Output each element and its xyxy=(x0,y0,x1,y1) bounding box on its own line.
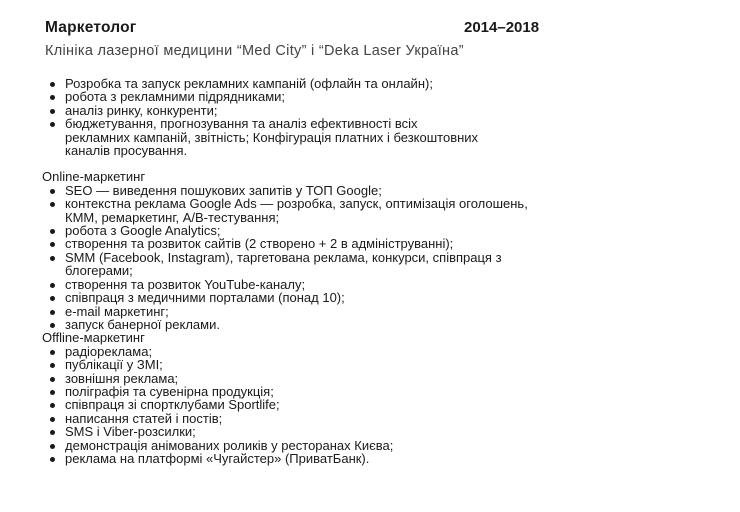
bullet-icon xyxy=(50,363,55,368)
bullet-icon xyxy=(50,444,55,449)
bullet-icon xyxy=(50,457,55,462)
list-item xyxy=(42,318,542,331)
list-item-text: створення та розвиток YouTube-каналу; xyxy=(65,276,306,292)
list-item xyxy=(42,251,535,278)
list-item xyxy=(42,425,542,438)
list-item xyxy=(42,104,542,117)
list-item-text: бюджетування, прогнозування та аналіз ефективності всіх рекламних кампаній, звітність; Конфігурація платних і безкоштовних каналів просування. xyxy=(65,116,479,159)
offline-heading: Offline-маркетинг xyxy=(42,330,145,346)
list-item-text: робота з Google Analytics; xyxy=(65,223,221,239)
list-item xyxy=(42,197,545,224)
list-item-text: співпраця з медичними порталами (понад 10); xyxy=(65,290,345,306)
bullet-icon xyxy=(50,229,55,234)
bullet-icon xyxy=(50,390,55,395)
list-item xyxy=(42,117,485,157)
list-item xyxy=(42,305,542,318)
company-name: Клініка лазерної медицини “Med City” і “Deka Laser Україна” xyxy=(45,43,464,59)
bullet-icon xyxy=(50,242,55,247)
list-item xyxy=(42,439,542,452)
list-item-text: e-mail маркетинг; xyxy=(65,303,169,319)
list-item-text: створення та розвиток сайтів (2 створено + 2 в адмініструванні); xyxy=(65,236,454,252)
list-item xyxy=(42,345,542,358)
list-item-text: радіореклама; xyxy=(65,343,153,359)
job-header xyxy=(45,19,545,43)
list-item-text: реклама на платформі «Чугайстер» (ПриватБанк). xyxy=(65,450,370,466)
list-item xyxy=(42,372,542,385)
online-heading: Online-маркетинг xyxy=(42,169,146,185)
job-description xyxy=(42,77,542,465)
list-item xyxy=(42,237,542,250)
bullet-icon xyxy=(50,122,55,127)
bullet-icon xyxy=(50,296,55,301)
bullet-icon xyxy=(50,82,55,87)
list-item-text: зовнішня реклама; xyxy=(65,370,179,386)
list-item-text: публікації у ЗМІ; xyxy=(65,357,163,373)
bullet-icon xyxy=(50,403,55,408)
list-item xyxy=(42,184,542,197)
list-item-text: робота з рекламними підрядниками; xyxy=(65,89,286,105)
bullet-icon xyxy=(50,109,55,114)
list-item-text: контекстна реклама Google Ads — розробка, запуск, оптимізація оголошень, КММ, ремаркетинг, A/B-тестування; xyxy=(65,196,528,225)
list-item-text: SMS і Viber-розсилки; xyxy=(65,424,196,440)
job-title: Маркетолог xyxy=(45,19,137,36)
list-item xyxy=(42,90,542,103)
bullet-icon xyxy=(50,256,55,261)
list-item-text: SMM (Facebook, Instagram), таргетована реклама, конкурси, співпраця з блогерами; xyxy=(65,249,502,279)
bullet-icon xyxy=(50,377,55,382)
bullet-icon xyxy=(50,417,55,422)
list-item-text: запуск банерної реклами. xyxy=(65,316,220,332)
bullet-icon xyxy=(50,283,55,288)
bullet-icon xyxy=(50,95,55,100)
employment-period: 2014–2018 xyxy=(464,19,540,36)
list-item xyxy=(42,224,542,237)
list-item-text: демонстрація анімованих роликів у ресторанах Києва; xyxy=(65,437,394,453)
list-item-text: Розробка та запуск рекламних кампаній (офлайн та онлайн); xyxy=(65,76,433,91)
bullet-icon xyxy=(50,189,55,194)
bullet-icon xyxy=(50,202,55,207)
list-item-text: співпраця зі спортклубами Sportlife; xyxy=(65,397,280,413)
general-duties-list xyxy=(42,77,542,157)
list-item xyxy=(42,291,542,304)
online-marketing-list xyxy=(42,184,542,331)
list-item xyxy=(42,452,542,465)
list-item-text: написання статей і постів; xyxy=(65,410,223,426)
bullet-icon xyxy=(50,310,55,315)
list-item xyxy=(42,278,542,291)
list-item-text: поліграфія та сувенірна продукція; xyxy=(65,383,274,399)
list-item xyxy=(42,77,542,90)
bullet-icon xyxy=(50,323,55,328)
list-item xyxy=(42,358,542,371)
list-item xyxy=(42,398,542,411)
offline-marketing-list xyxy=(42,345,542,466)
list-item-text: SEO — виведення пошукових запитів у ТОП Google; xyxy=(65,182,382,198)
list-item xyxy=(42,412,542,425)
list-item-text: аналіз ринку, конкуренти; xyxy=(65,102,218,118)
list-item xyxy=(42,385,542,398)
bullet-icon xyxy=(50,430,55,435)
bullet-icon xyxy=(50,350,55,355)
